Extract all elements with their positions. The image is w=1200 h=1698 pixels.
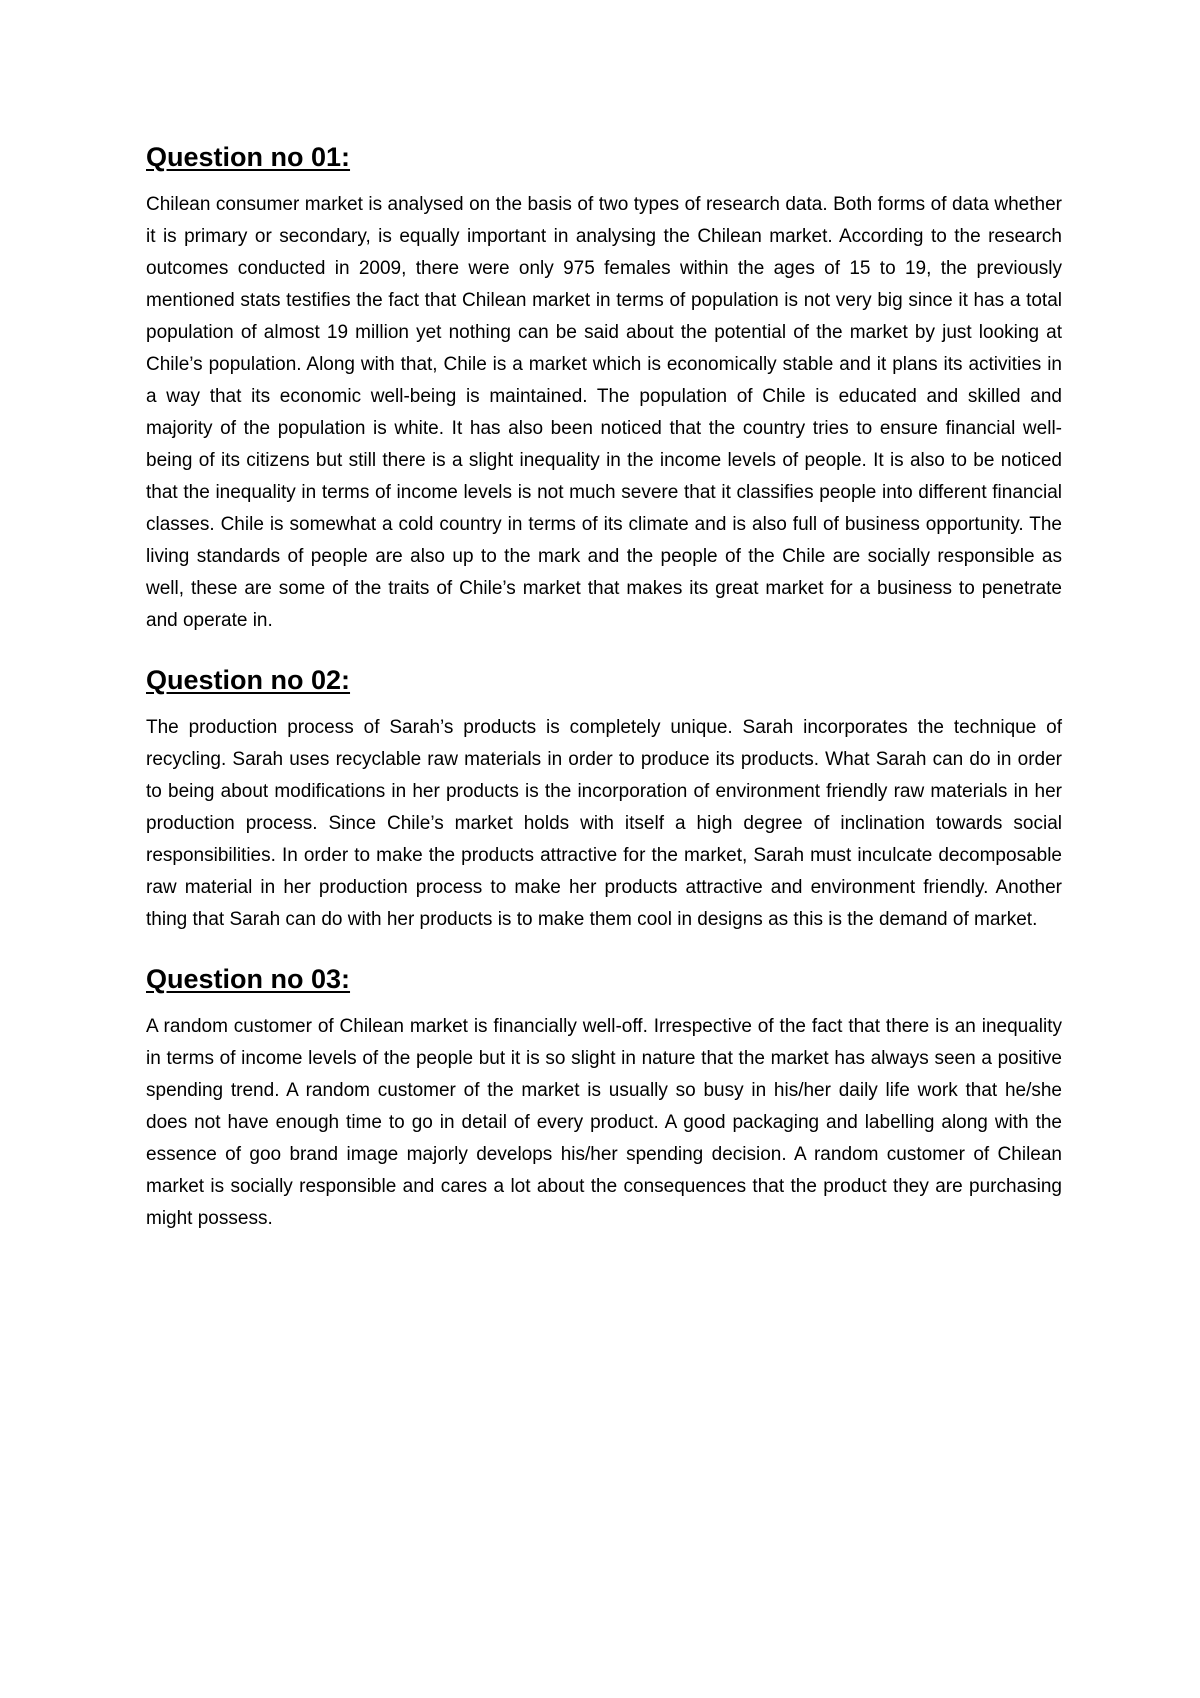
section-question-01 <box>146 140 1062 637</box>
document-page <box>146 140 1062 1261</box>
section-question-03 <box>146 962 1062 1235</box>
paragraph-question-03: A random customer of Chilean market is financially well-off. Irrespective of the fact that there is an inequality in terms of income levels of the people but it is so slight in nature that the market has always seen a positive spending trend. A random customer of the market is usually so busy in his/her daily life work that he/she does not have enough time to go in detail of every product. A good packaging and labelling along with the essence of goo brand image majorly develops his/her spending decision. A random customer of Chilean market is socially responsible and cares a lot about the consequences that the product they are purchasing might possess. <box>146 1016 1062 1230</box>
heading-question-01: Question no 01: <box>146 142 351 172</box>
section-question-02 <box>146 663 1062 936</box>
heading-question-02: Question no 02: <box>146 665 351 696</box>
heading-question-03: Question no 03: <box>146 964 351 995</box>
paragraph-question-02: The production process of Sarah’s products is completely unique. Sarah incorporates the technique of recycling. Sarah uses recyclable raw materials in order to produce its products. What Sarah can do in order to being about modifications in her products is the incorporation of environment friendly raw materials in her production process. Since Chile’s market holds with itself a high degree of inclination towards social responsibilities. In order to make the products attractive for the market, Sarah must inculcate decomposable raw material in her production process to make her products attractive and environment friendly. Another thing that Sarah can do with her products is to make them cool in designs as this is the demand of market. <box>146 717 1062 931</box>
paragraph-question-01: Chilean consumer market is analysed on the basis of two types of research data. Both forms of data whether it is primary or secondary, is equally important in analysing the Chilean market. According to the research outcomes conducted in 2009, there were only 975 females within the ages of 15 to 19, the previously mentioned stats testifies the fact that Chilean market in terms of population is not very big since it has a total population of almost 19 million yet nothing can be said about the potential of the market by just looking at Chile’s population. Along with that, Chile is a market which is economically stable and it plans its activities in a way that its economic well-being is maintained. The population of Chile is educated and skilled and majority of the population is white. It has also been noticed that the country tries to ensure financial well-being of its citizens but still there is a slight inequality in the income levels of people. It is also to be noticed that the inequality in terms of income levels is not much severe that it classifies people into different financial classes. Chile is somewhat a cold country in terms of its climate and is also full of business opportunity. The living standards of people are also up to the mark and the people of the Chile are socially responsible as well, these are some of the traits of Chile’s market that makes its great market for a business to penetrate and operate in. <box>146 194 1062 632</box>
